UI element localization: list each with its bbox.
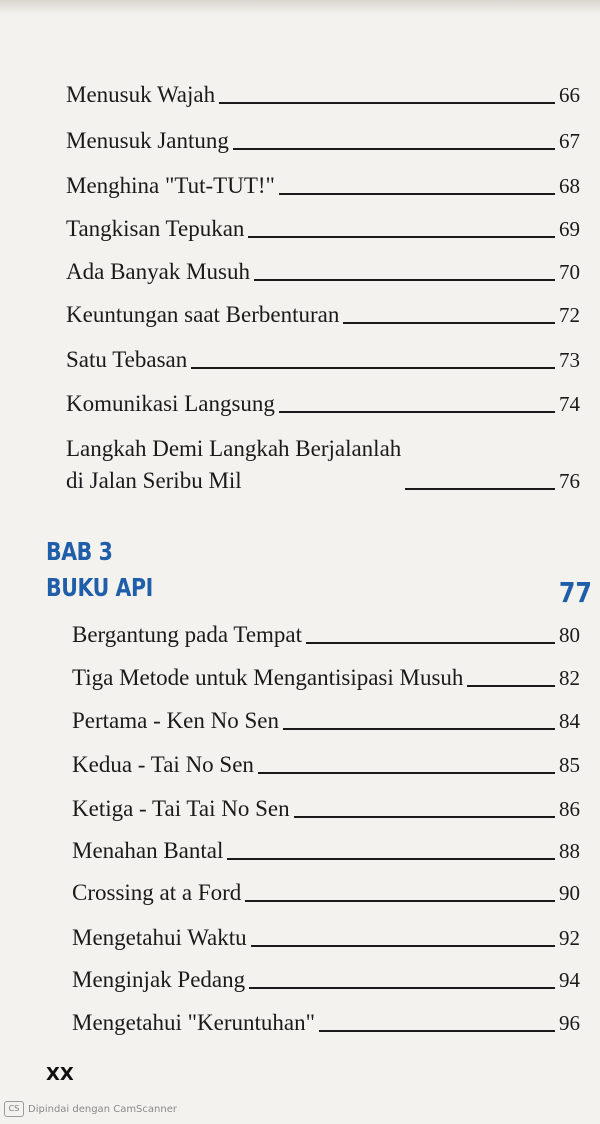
toc-entry-page: 82 <box>559 666 580 690</box>
toc-entry-page: 69 <box>559 217 580 241</box>
toc-entry <box>66 173 580 199</box>
page-number-roman: XX <box>46 1064 74 1085</box>
chapter-title: BUKU API <box>46 573 153 602</box>
toc-entry-page: 85 <box>559 753 580 777</box>
toc-entry-page: 70 <box>559 260 580 284</box>
toc-entry-title: Ada Banyak Musuh <box>66 259 250 284</box>
camscanner-logo-icon: CS <box>4 1101 24 1117</box>
toc-leader-line <box>191 367 555 369</box>
toc-entry <box>66 259 580 285</box>
toc-entry-page: 74 <box>559 392 580 416</box>
toc-entry <box>72 967 580 993</box>
toc-leader-line <box>233 148 555 150</box>
toc-entry-page: 86 <box>559 797 580 821</box>
toc-entry <box>66 216 580 242</box>
toc-entry-page: 92 <box>559 926 580 950</box>
toc-entry-title: Satu Tebasan <box>66 347 188 372</box>
toc-entry-title: Menahan Bantal <box>72 838 224 863</box>
toc-entry <box>66 82 580 108</box>
toc-entry-title: Keuntungan saat Berbenturan <box>66 302 340 327</box>
toc-entry <box>66 128 580 154</box>
toc-entry-title: Menusuk Wajah <box>66 82 216 107</box>
toc-leader-line <box>467 685 555 687</box>
scanner-watermark-text: Dipindai dengan CamScanner <box>28 1103 177 1115</box>
toc-entry-title: Crossing at a Ford <box>72 880 242 905</box>
toc-leader-line <box>227 858 555 860</box>
toc-leader-line <box>219 102 555 104</box>
toc-leader-line <box>279 411 555 413</box>
toc-entry-page: 96 <box>559 1011 580 1035</box>
toc-entry-title: Bergantung pada Tempat <box>72 622 303 647</box>
toc-entry <box>66 302 580 328</box>
page-edge-shadow <box>0 0 600 14</box>
toc-leader-line <box>283 728 555 730</box>
scanner-watermark <box>4 1101 177 1117</box>
toc-leader-line <box>248 236 555 238</box>
toc-leader-line <box>251 945 555 947</box>
chapter-page-number: 77 <box>558 576 592 609</box>
toc-entry <box>72 1010 580 1036</box>
toc-entry-title: Menusuk Jantung <box>66 128 229 153</box>
toc-entry-page: 68 <box>559 174 580 198</box>
toc-entry-title-block <box>66 430 401 494</box>
toc-entry-title: Kedua - Tai No Sen <box>72 752 254 777</box>
toc-entry-title: Mengetahui Waktu <box>72 925 247 950</box>
toc-entry-title: Mengetahui "Keruntuhan" <box>72 1010 315 1035</box>
toc-entry <box>72 796 580 822</box>
toc-leader-line <box>405 488 555 490</box>
toc-leader-line <box>306 642 555 644</box>
toc-entry <box>72 708 580 734</box>
toc-entry-page: 84 <box>559 709 580 733</box>
chapter-number: BAB 3 <box>46 537 113 566</box>
toc-entry <box>72 622 580 648</box>
toc-entry-page: 76 <box>559 469 580 493</box>
toc-leader-line <box>245 900 555 902</box>
toc-entry <box>66 391 580 417</box>
toc-leader-line <box>294 816 555 818</box>
toc-entry-title-line1: Langkah Demi Langkah Berjalanlah <box>66 436 402 461</box>
toc-leader-line <box>254 279 555 281</box>
toc-entry-page: 80 <box>559 623 580 647</box>
toc-entry-page: 90 <box>559 881 580 905</box>
toc-entry <box>66 347 580 373</box>
toc-leader-line <box>279 193 555 195</box>
toc-entry-title: Ketiga - Tai Tai No Sen <box>72 796 290 821</box>
toc-leader-line <box>249 987 555 989</box>
toc-entry-page: 94 <box>559 968 580 992</box>
toc-entry-title: Menghina "Tut-TUT!" <box>66 173 275 198</box>
toc-entry <box>72 752 580 778</box>
toc-entry-page: 72 <box>559 303 580 327</box>
toc-entry-page: 67 <box>559 129 580 153</box>
toc-entry-title-line2: di Jalan Seribu Mil <box>66 468 242 493</box>
toc-entry <box>72 838 580 864</box>
toc-entry-page: 73 <box>559 348 580 372</box>
toc-entry-multiline <box>66 430 580 494</box>
toc-entry <box>72 925 580 951</box>
toc-leader-line <box>319 1030 555 1032</box>
toc-entry-title: Menginjak Pedang <box>72 967 246 992</box>
toc-entry-page: 66 <box>559 83 580 107</box>
toc-entry-title: Komunikasi Langsung <box>66 391 275 416</box>
toc-entry-title: Tiga Metode untuk Mengantisipasi Musuh <box>72 665 464 690</box>
toc-leader-line <box>343 322 555 324</box>
toc-entry <box>72 880 580 906</box>
toc-entry <box>72 665 580 691</box>
toc-entry-title: Pertama - Ken No Sen <box>72 708 279 733</box>
toc-entry-title: Tangkisan Tepukan <box>66 216 245 241</box>
toc-entry-page: 88 <box>559 839 580 863</box>
toc-leader-line <box>258 772 555 774</box>
